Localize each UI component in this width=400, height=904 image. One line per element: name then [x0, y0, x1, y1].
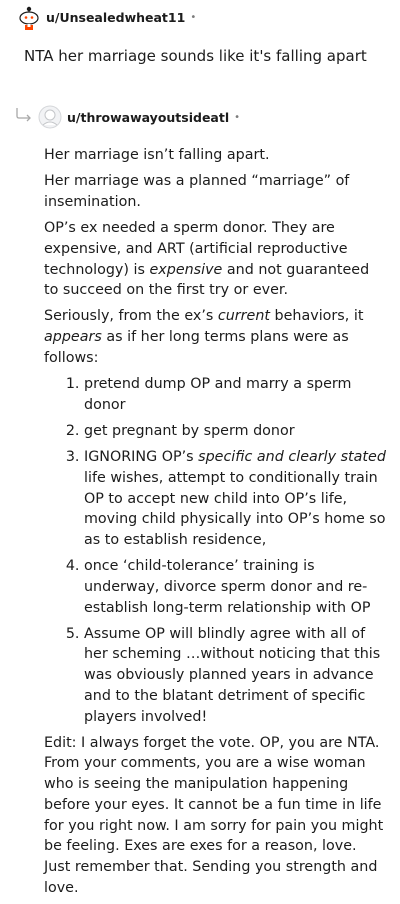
text-run: IGNORING OP’s [84, 449, 199, 466]
text-run: Seriously, from the ex’s [44, 308, 218, 325]
comment-header [18, 4, 196, 30]
emphasis-text: expensive [149, 261, 223, 278]
list-item: 5. Assume OP will blindly agree with all of her scheming …without noticing that this was obviously planned years in advance and to the blatant detriment of specific players involved! [84, 624, 386, 728]
snoo-avatar-icon[interactable] [18, 5, 40, 29]
meta-separator: • [234, 111, 241, 123]
emphasis-text: current [217, 308, 271, 325]
numbered-list [44, 374, 386, 727]
paragraph [44, 306, 386, 368]
text-run: behaviors, it [270, 308, 364, 325]
list-item: 4. once ‘child-tolerance’ training is underway, divorce sperm donor and re-establish long-term relationship with OP [84, 556, 386, 618]
paragraph: Her marriage was a planned “marriage” of insemination. [44, 173, 350, 210]
emphasis-text: appears [44, 329, 102, 346]
default-avatar-icon[interactable] [38, 105, 62, 129]
paragraph: Edit: I always forget the vote. OP, you are NTA. From your comments, you are a wise woman who is seeing the manipulation happening before your eyes. It cannot be a fun time in life for you right now. I am sorry for pain you might be feeling. Exes are exes for a reason, love. Just remember that. Sending you strength and love. [44, 734, 384, 896]
reply-arrow-icon [14, 106, 34, 124]
list-item: 2. get pregnant by sperm donor [84, 421, 386, 442]
username-link[interactable]: u/throwawayoutsideatl [67, 109, 230, 125]
text-run: life wishes, attempt to conditionally train OP to accept new child into OP’s life, moving child physically into OP’s home so as to establish residence, [84, 469, 386, 548]
comment-body: NTA her marriage sounds like it's falling apart [24, 47, 367, 65]
text-run: and not guaranteed to succeed on the first try or ever. [44, 261, 370, 299]
meta-separator: • [190, 11, 197, 23]
list-item [84, 447, 386, 551]
comment-header [38, 104, 240, 130]
username-link[interactable]: u/Unsealedwheat11 [46, 9, 186, 25]
comment-body [44, 145, 386, 904]
emphasis-text: specific and clearly stated [198, 449, 386, 466]
text-run: OP’s ex needed a sperm donor. They are expensive, and ART (artificial reproductive technology) is [44, 220, 348, 278]
paragraph: Her marriage isn’t falling apart. [44, 147, 270, 163]
paragraph [44, 218, 386, 301]
list-item: 1. pretend dump OP and marry a sperm donor [84, 374, 386, 415]
text-run: as if her long terms plans were as follows: [44, 329, 349, 366]
